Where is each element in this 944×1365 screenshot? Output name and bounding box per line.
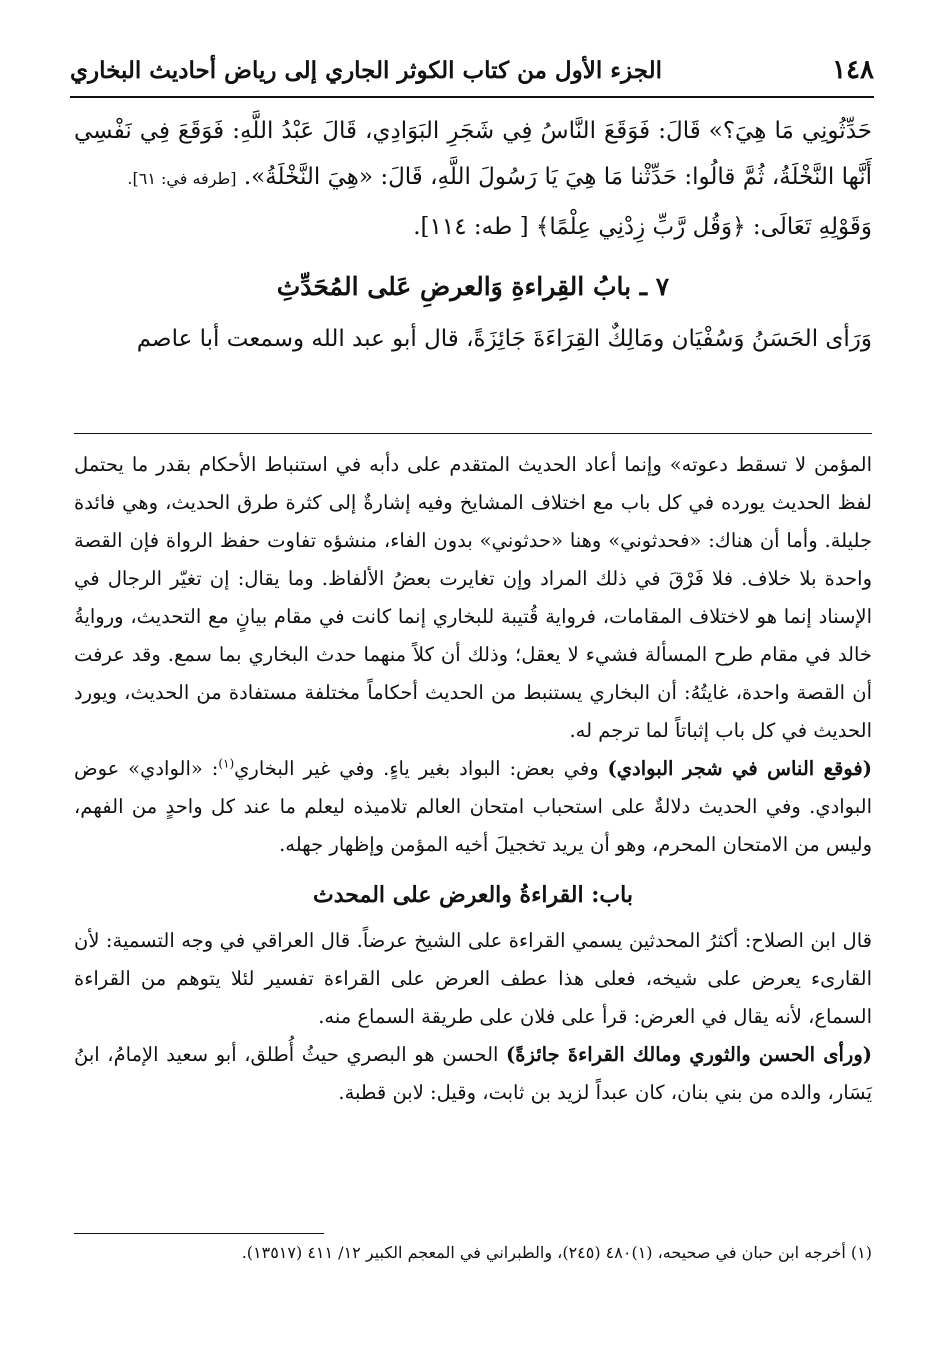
commentary-paragraph-4: [74, 1036, 872, 1112]
commentary-text: : «الوادي» عوض البوادي. وفي الحديث دلالةٌ على استحباب امتحان العالم تلاميذه ليعلم ما عند كل واحدٍ من الفهم، وليس من الامتحان المحرم، وهو أن يريد تخجيلَ أخيه المؤمن وإظهار جهله.: [74, 757, 872, 856]
hadith-reference: [طرفه في: ٦١].: [127, 169, 237, 188]
page-header: [70, 55, 874, 95]
header-divider: [70, 96, 874, 98]
footnote: (١) أخرجه ابن حبان في صحيحه، (١)٤٨٠ (٢٤٥)، والطبراني في المعجم الكبير ١٢/ ٤١١ (١٣٥١٧).: [241, 1243, 872, 1262]
commentary: [74, 446, 872, 1112]
chapter-heading: ٧ ـ بابُ القِراءةِ وَالعرضِ عَلى المُحَدِّثِ: [276, 272, 670, 301]
commentary-text: الحسن هو البصري حيثُ أُطلق، أبو سعيد الإمامُ، ابنُ يَسَار، والده من بني بنان، كان عبداً لزيد بن ثابت، وقيل: لابن قطبة.: [74, 1043, 872, 1104]
commentary-paragraph-1: المؤمن لا تسقط دعوته» وإنما أعاد الحديث المتقدم على دأبه في استنباط الأحكام بقدر ما يحتمل لفظ الحديث يورده في كل باب مع اختلاف المشايخ وفيه إشارةٌ إلى كثرة طرق الحديث، وهي فائدة جليلة. وأما أن هناك: «فحدثوني» وهنا «حدثوني» بدون الفاء، منشؤه تفاوت حفظ الرواة فإن القصة واحدة بلا خلاف. فلا فَرْقَ في ذلك المراد وإن تغايرت بعضُ الألفاظ. وما يقال: إن تغيّر الرجال في الإسناد إنما هو لاختلاف المقامات، فرواية قُتيبة للبخاري إنما كانت في مقام بيانٍ مع التحديث، وروايةُ خالد في مقام طرح المسألة فشيء لا يعقل؛ وذلك أن كلاً منهما حدث البخاري بما سمع. وقد عرفت أن القصة واحدة، غايتُهُ: أن البخاري يستنبط من الحديث أحكاماً مختلفة مستفادة من الحديث، ويورد الحديث في كل باب إثباتاً لما ترجم له.: [74, 453, 872, 742]
footnote-divider: [74, 1233, 324, 1234]
hadith-paragraph: [74, 108, 872, 202]
running-title: الجزء الأول من كتاب الكوثر الجاري إلى رياض أحاديث البخاري: [70, 57, 662, 84]
page-number: ١٤٨: [832, 55, 874, 85]
footnote-marker: (١): [218, 756, 235, 771]
commentary-paragraph-3: قال ابن الصلاح: أكثرُ المحدثين يسمي القراءة على الشيخ عرضاً. قال العراقي في وجه التسمية: لأن القارىء يعرض على شيخه، فعلى هذا عطف العرض على القراءة تفسير لئلا يتوهم من القراءة السماع، لأنه يقال في العرض: قرأ على فلان على طريقة السماع منه.: [74, 929, 872, 1028]
commentary-text: وفي بعض: البواد بغير ياءٍ. وفي غير البخاري: [234, 757, 608, 780]
hadith-text: حَدِّثُونِي مَا هِيَ؟» قَالَ: فَوَقَعَ النَّاسُ فِي شَجَرِ البَوَادِي، قَالَ عَبْدُ اللَّهِ: فَوَقَعَ فِي نَفْسِي أَنَّها النَّخْلَةُ، ثُمَّ قالُوا: حَدِّثْنا مَا هِيَ يَا رَسُولَ اللَّهِ، قَالَ: «هِيَ النَّخْلَةُ».: [74, 118, 872, 190]
quoted-phrase: (فوقع الناس في شجر البوادي): [607, 757, 872, 780]
quoted-phrase: (ورأى الحسن والثوري ومالك القراءةَ جائزةً): [506, 1043, 872, 1066]
section-heading: باب: القراءةُ والعرض على المحدث: [313, 882, 633, 908]
commentary-paragraph-2: [74, 750, 872, 864]
main-text-divider: [74, 433, 872, 434]
chapter-text: وَرَأى الحَسَنُ وَسُفْيَان ومَالِكٌ القِرَاءَةَ جَائِزَةً، قال أبو عبد الله وسمعت أبا عاصم: [136, 326, 872, 352]
main-text: [74, 108, 872, 362]
quran-verse: وَقَوْلِهِ تَعَالَى: ﴿وَقُل رَّبِّ زِدْنِي عِلْمًا﴾ [ طه: ١١٤].: [413, 214, 872, 240]
